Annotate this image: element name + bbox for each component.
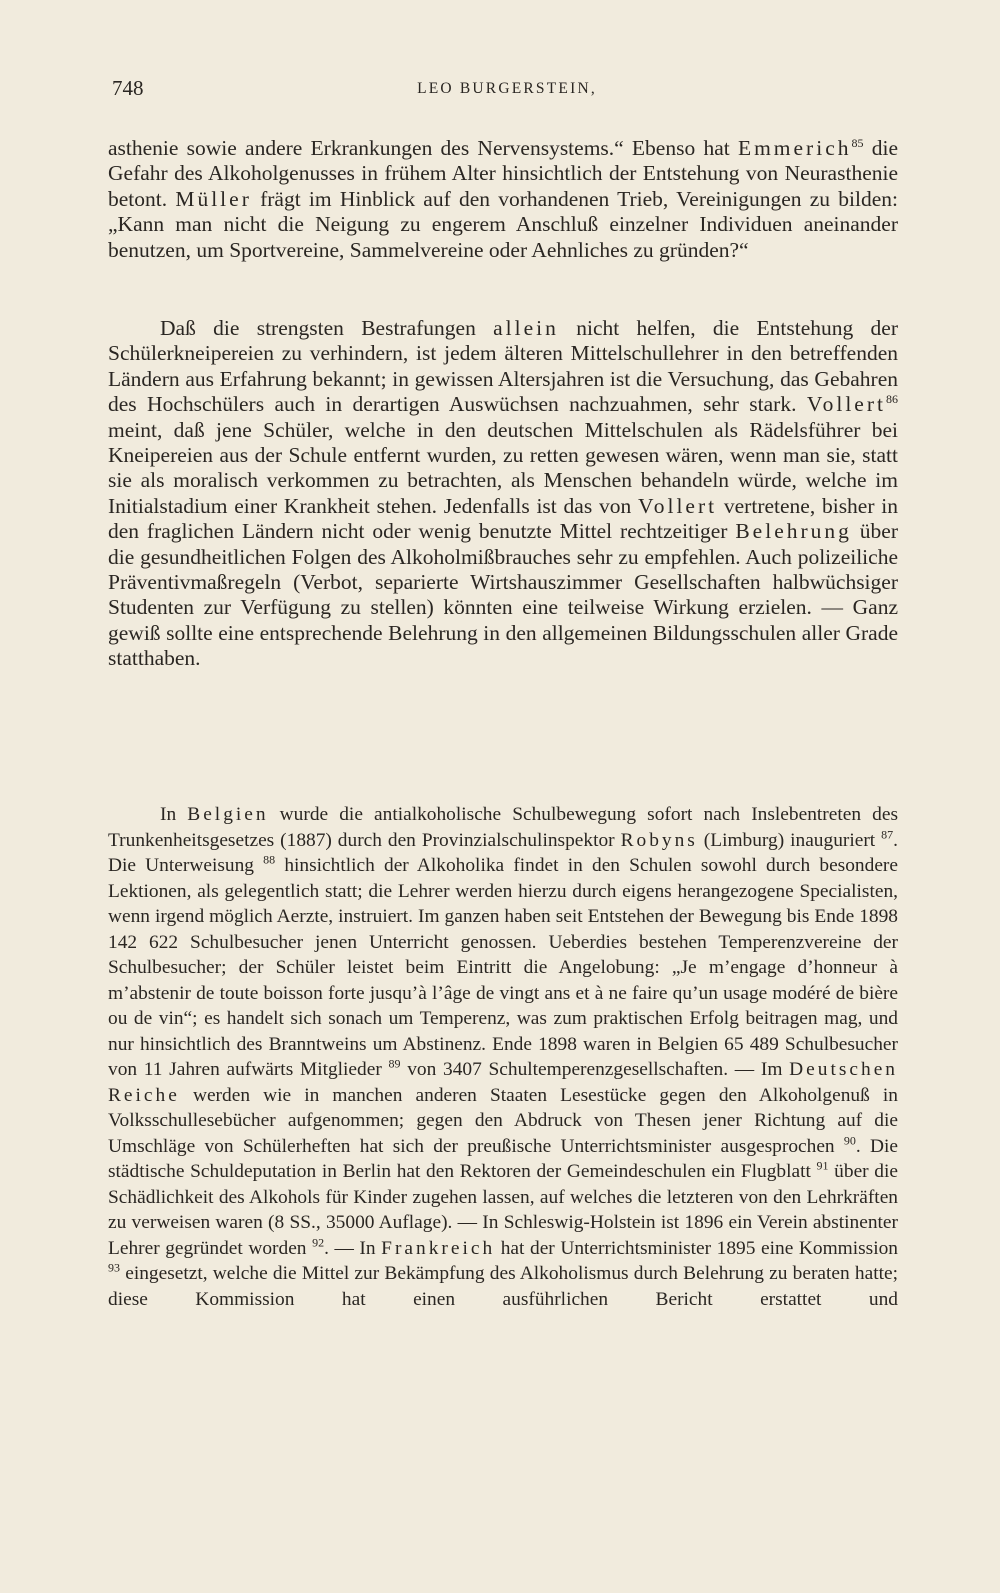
text-segment: über die Schädlichkeit des Alkohols für Kinder zugehen lassen, auf welches die letzteren von den Lehrkräften zu verweisen waren (8 SS., 35000 Auflage). — In Schleswig-Holstein ist 1896 ein Verein abstinenter Lehrer gegründet worden	[108, 1161, 898, 1259]
text-segment: meint, daß jene Schüler, welche in den deutschen Mittelschulen als Rädelsführer bei Kneipereien aus der Schule entfernt wurden, zu retten gewesen wären, wenn man sie, statt sie als moralisch verkommen zu betrachten, als Menschen behandeln würde, welche im Initialstadium einer Krankheit stehen. Jedenfalls ist das von	[108, 417, 898, 518]
emphasis: Belehrung	[735, 519, 852, 544]
author-name: Vollert	[637, 493, 718, 518]
text-segment: . Die städtische Schuldeputation in Berlin hat den Rektoren der Gemeindeschulen ein Flugblatt	[108, 1135, 898, 1182]
author-name: Emmerich	[737, 136, 852, 160]
footnote-ref: 90	[843, 1133, 856, 1148]
text-segment: von 3407 Schultemperenzgesellschaften. — Im	[400, 1059, 790, 1080]
text-segment: wurde die antialkoholische Schulbewegung sofort nach Inslebentreten des Trunkenheitsgesetzes (1887) durch den Provinzialschulinspektor	[108, 804, 898, 851]
footnote-ref: 93	[108, 1260, 120, 1275]
footnote-ref: 88	[263, 852, 276, 867]
text-segment: (Limburg) inauguriert	[697, 829, 882, 851]
page-number: 748	[112, 76, 144, 100]
footnote-ref: 87	[881, 827, 894, 842]
text-segment: werden wie in manchen anderen Staaten Lesestücke gegen den Alkoholgenuß in Volksschullesebücher aufgenommen; gegen den Abdruck von Thesen jener Richtung auf die Umschläge von Schülerheften hat sich der preußische Unterrichtsminister ausgesprochen	[108, 1084, 898, 1157]
text-segment: die Gefahr des Alkoholgenusses in frühem Alter hinsichtlich der Entstehung von Neurasthenie betont.	[108, 136, 898, 211]
text-segment: Daß die strengsten Bestrafungen	[160, 316, 494, 340]
footnote-ref: 89	[388, 1056, 401, 1071]
footnote-ref: 85	[851, 135, 864, 150]
emphasis: Frankreich	[381, 1237, 496, 1259]
text-segment: asthenie sowie andere Erkrankungen des Nervensystems.“ Ebenso hat	[108, 136, 738, 160]
footnote-ref: 86	[886, 392, 898, 407]
text-segment: hinsichtlich der Alkoholika findet in den Schulen sowohl durch besondere Lektionen, als gelegentlich statt; die Lehrer werden hierzu durch eigens herangezogene Specialisten, wenn irgend möglich Aerzte, instruiert. Im ganzen haben seit Entstehen der Bewegung bis Ende 1898 142 622 Schulbesucher jenen Unterricht genossen. Ueberdies bestehen Temperenzvereine der Schulbesucher; der Schüler leistet beim Eintritt die Angelobung: „Je m’engage d’honneur à m’abstenir de toute boisson forte jusqu’à l’âge de vingt ans et à ne faire qu’un usage modéré de bière ou de vin“; es handelt sich sonach um Temperenz, was zum praktischen Erfolg beitragen mag, und nur hinsichtlich des Branntweins um Abstinenz. Ende 1898 waren in Belgien 65 489 Schulbesucher von 11 Jahren aufwärts Mitglieder	[108, 855, 898, 1080]
emphasis: Deutschen Reiche	[108, 1059, 898, 1106]
emphasis: allein	[493, 316, 559, 340]
author-name: Müller	[175, 186, 252, 211]
text-segment: nicht helfen, die Entstehung der Schülerkneipereien zu verhindern, ist jedem älteren Mittelschullehrer in den betreffenden Ländern aus Erfahrung bekannt; in gewissen Altersjahren ist die Versuchung, das Gebahren des Hochschülers auch in derartigen Auswüchsen nachzuahmen, sehr stark.	[108, 316, 899, 417]
paragraph-2	[108, 316, 898, 672]
emphasis: Belgien	[187, 804, 269, 825]
text-segment: In	[160, 804, 188, 825]
running-title: LEO BURGERSTEIN,	[417, 80, 597, 97]
paragraph-1	[108, 136, 898, 263]
page-header	[112, 76, 902, 108]
footnote-ref: 92	[312, 1235, 325, 1250]
author-name: Robyns	[620, 829, 698, 851]
text-segment: hat der Unterrichtsminister 1895 eine Kommission	[495, 1237, 899, 1259]
paragraph-3	[108, 802, 898, 1312]
footnote-ref: 91	[816, 1158, 829, 1173]
text-segment: eingesetzt, welche die Mittel zur Bekämpfung des Alkoholismus durch Belehrung zu beraten hatte; diese Kommission hat einen ausführlichen Bericht erstattet und	[108, 1263, 898, 1310]
text-segment: vertretene, bisher in den fraglichen Ländern nicht oder wenig benutzte Mittel rechtzeitiger	[108, 493, 898, 544]
author-name: Vollert	[806, 392, 886, 417]
text-segment: . Die Unterweisung	[108, 829, 898, 876]
text-segment: über die gesundheitlichen Folgen des Alkoholmißbrauches sehr zu empfehlen. Auch polizeiliche Präventivmaßregeln (Verbot, separierte Wirtshauszimmer Gesellschaften halbwüchsiger Studenten zur Verfügung zu stellen) könnten eine teilweise Wirkung erzielen. — Ganz gewiß sollte eine entsprechende Belehrung in den allgemeinen Bildungsschulen aller Grade statthaben.	[108, 519, 898, 671]
text-segment: frägt im Hinblick auf den vorhandenen Trieb, Vereinigungen zu bilden: „Kann man nicht die Neigung zu engerem Anschluß einzelner Individuen aneinander benutzen, um Sportvereine, Sammelvereine oder Aehnliches zu gründen?“	[108, 186, 898, 262]
text-segment: . — In	[324, 1237, 382, 1259]
